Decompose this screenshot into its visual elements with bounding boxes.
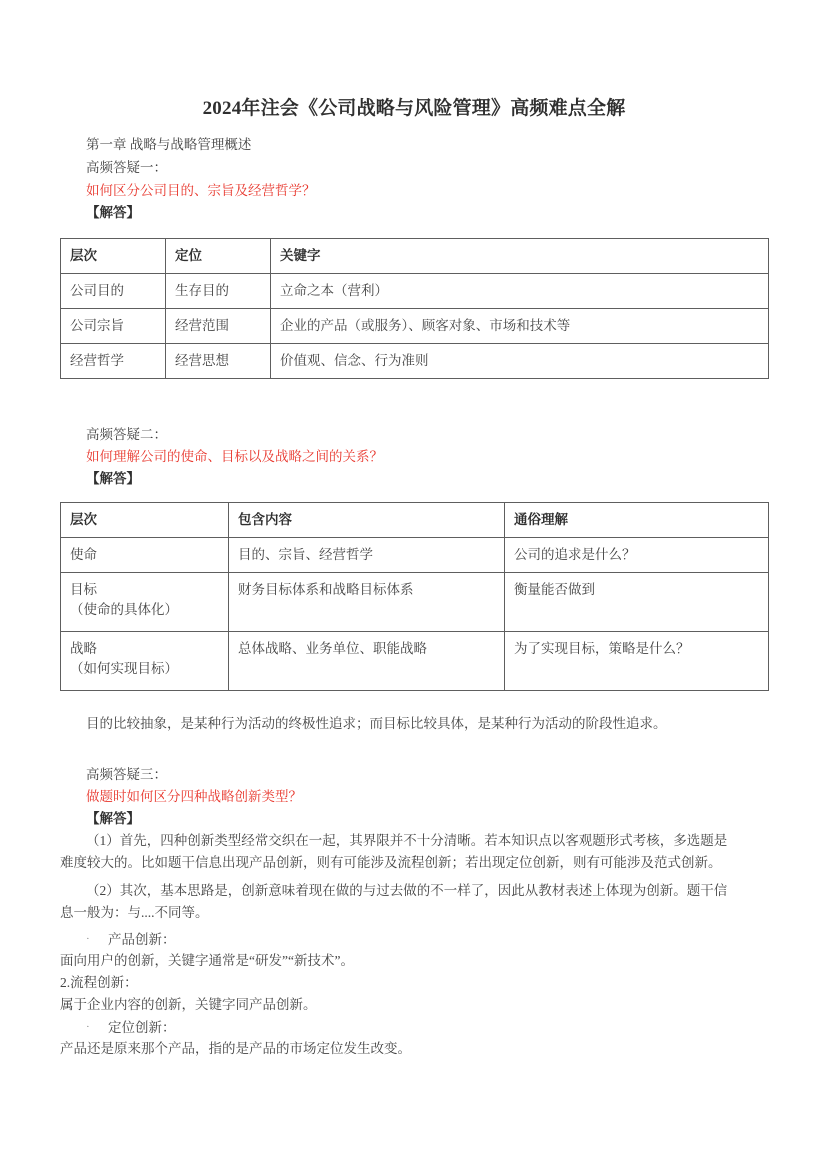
list-item-number: 2. <box>60 975 71 990</box>
qa3-label: 高频答疑三： <box>86 767 167 782</box>
table-cell-level <box>61 632 229 691</box>
table-cell: 经营范围 <box>166 309 271 344</box>
table-cell-level <box>61 538 229 573</box>
chapter-heading: 第一章 战略与战略管理概述 <box>86 137 252 152</box>
table-header-cell: 层次 <box>61 503 229 538</box>
list-item-description: 属于企业内容的创新，关键字同产品创新。 <box>60 997 317 1012</box>
table-cell-content: 总体战略、业务单位、职能战略 <box>229 632 505 691</box>
table-cell-content: 目的、宗旨、经营哲学 <box>229 538 505 573</box>
qa2-question: 如何理解公司的使命、目标以及战略之间的关系？ <box>86 449 383 464</box>
list-item-description: 面向用户的创新，关键字通常是“研发”“新技术”。 <box>60 953 354 968</box>
bullet-dot-icon: · <box>86 933 90 945</box>
list-item-title: 流程创新： <box>70 975 138 990</box>
qa3-paragraph2-line1: （2）其次，基本思路是，创新意味着现在做的与过去做的不一样了，因此从教材表述上体现为创新。题干信 <box>86 883 728 898</box>
table-row <box>61 344 769 379</box>
list-item <box>86 929 176 950</box>
qa3-question: 做题时如何区分四种战略创新类型？ <box>86 789 302 804</box>
list-item-title: 定位创新： <box>108 1020 176 1035</box>
table-row <box>61 573 769 632</box>
level-sublabel: （如何实现目标） <box>70 661 178 676</box>
table-cell: 生存目的 <box>166 274 271 309</box>
list-item-title: 产品创新： <box>108 932 176 947</box>
qa1-answer-marker: 【解答】 <box>86 205 140 220</box>
level-sublabel: （使命的具体化） <box>70 602 178 617</box>
list-item <box>60 973 138 993</box>
table-cell: 经营哲学 <box>61 344 166 379</box>
qa2-label: 高频答疑二： <box>86 427 167 442</box>
qa3-paragraph1-line1: （1）首先，四种创新类型经常交织在一起，其界限并不十分清晰。若本知识点以客观题形式考核，多选题是 <box>86 833 728 848</box>
table-cell: 企业的产品（或服务）、顾客对象、市场和技术等 <box>271 309 769 344</box>
table-cell-plain: 衡量能否做到 <box>505 573 769 632</box>
table-header-cell: 包含内容 <box>229 503 505 538</box>
qa2-note: 目的比较抽象，是某种行为活动的终极性追求；而目标比较具体，是某种行为活动的阶段性追求。 <box>86 716 667 731</box>
level-name: 目标 <box>70 582 97 597</box>
qa1-label: 高频答疑一： <box>86 160 167 175</box>
table-cell: 立命之本（营利） <box>271 274 769 309</box>
table-cell: 公司宗旨 <box>61 309 166 344</box>
table-cell: 经营思想 <box>166 344 271 379</box>
table-cell-content: 财务目标体系和战略目标体系 <box>229 573 505 632</box>
table-cell: 公司目的 <box>61 274 166 309</box>
qa2-answer-marker: 【解答】 <box>86 471 140 486</box>
qa1-question: 如何区分公司目的、宗旨及经营哲学？ <box>86 183 316 198</box>
table-cell-plain: 为了实现目标，策略是什么？ <box>505 632 769 691</box>
table-row <box>61 274 769 309</box>
qa3-paragraph1-line2: 难度较大的。比如题干信息出现产品创新，则有可能涉及流程创新；若出现定位创新，则有可能涉及范式创新。 <box>60 855 722 870</box>
qa1-table <box>60 238 769 379</box>
table-cell-level <box>61 573 229 632</box>
table-header-cell: 层次 <box>61 239 166 274</box>
level-name: 战略 <box>70 641 97 656</box>
qa2-table <box>60 502 769 691</box>
table-row <box>61 309 769 344</box>
level-name: 使命 <box>70 547 97 562</box>
table-header-cell: 定位 <box>166 239 271 274</box>
qa3-paragraph2-line2: 息一般为：与....不同等。 <box>60 905 209 920</box>
table-header-cell: 通俗理解 <box>505 503 769 538</box>
bullet-dot-icon: · <box>86 1021 90 1033</box>
list-item <box>86 1017 176 1038</box>
table-header-cell: 关键字 <box>271 239 769 274</box>
table-header-row <box>61 503 769 538</box>
table-cell: 价值观、信念、行为准则 <box>271 344 769 379</box>
table-header-row <box>61 239 769 274</box>
page-title: 2024年注会《公司战略与风险管理》高频难点全解 <box>202 98 626 119</box>
table-cell-plain: 公司的追求是什么？ <box>505 538 769 573</box>
table-row <box>61 632 769 691</box>
table-row <box>61 538 769 573</box>
qa3-answer-marker: 【解答】 <box>86 811 140 826</box>
list-item-description: 产品还是原来那个产品，指的是产品的市场定位发生改变。 <box>60 1041 411 1056</box>
